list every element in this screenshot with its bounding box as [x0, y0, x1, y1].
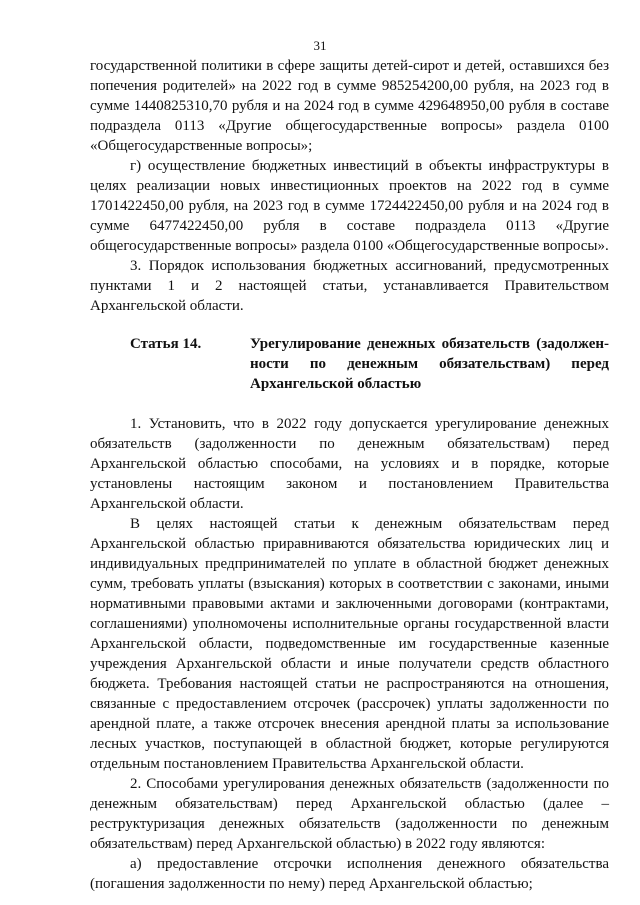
paragraph-definition: В целях настоящей статьи к денежным обязательствам перед Архангельской областью приравниваются обязательства юридических лиц и индивидуальных предпринимателей по уплате в областной бюджет денежных сумм, требовать уплаты (взыскания) которых в соответствии с законами, иными нормативными правовыми актами и заключенными договорами (контрактами, соглашениями) уполномочены исполнительные органы государственной власти Архангельской области, подведомственные им государственные казенные учреждения Архангельской области и иные получатели средств областного бюджета. Требования настоящей статьи не распространяются на отношения, связанные с предоставлением отсрочек (рассрочек) уплаты задолженности по арендной плате, а также отсрочек внесения арендной платы за использование лесных участков, поступающей в областной бюджет, которые регулируются отдельным постановлением Правительства Архангельской области. — [90, 516, 609, 772]
article-number: Статья 14. — [130, 336, 202, 352]
paragraph-item-1: 1. Установить, что в 2022 году допускается урегулирование денежных обязательств (задолженности по денежным обязательствам) перед Архангельской областью способами, на условиях и в порядке, которые установлены настоящим законом и постановлением Правительства Архангельской области. — [90, 416, 609, 512]
paragraph-item-3: 3. Порядок использования бюджетных ассигнований, предусмотренных пунктами 1 и 2 настоящей статьи, устанавливается Правительством Архангельской области. — [90, 258, 609, 314]
article-title: Урегулирование денежных обязательств (задолжен-ности по денежным обязательствам) перед Архангельской областью — [250, 336, 609, 392]
paragraph-item-a: а) предоставление отсрочки исполнения денежного обязательства (погашения задолженности по нему) перед Архангельской областью; — [90, 856, 609, 892]
paragraph-item-2: 2. Способами урегулирования денежных обязательств (задолженности по денежным обязательствам) перед Архангельской областью (далее – реструктуризация денежных обязательств (задолженности по денежным обязательствам) перед Архангельской областью) в 2022 году являются: — [90, 776, 609, 852]
paragraph-item-g: г) осуществление бюджетных инвестиций в объекты инфраструктуры в целях реализации новых инвестиционных проектов на 2022 год в сумме 1701422450,00 рубля, на 2023 год в сумме 1724422450,00 рубля и на 2024 год в сумме 6477422450,00 рубля в составе подраздела 0113 «Другие общегосударственные вопросы» раздела 0100 «Общегосударственные вопросы». — [90, 158, 609, 254]
document-body — [90, 56, 609, 894]
article-heading — [90, 334, 609, 394]
page-number: 31 — [313, 38, 327, 53]
paragraph-continuation: государственной политики в сфере защиты детей-сирот и детей, оставшихся без попечения родителей» на 2022 год в сумме 985254200,00 рубля, на 2023 год в сумме 1440825310,70 рубля и на 2024 год в сумме 429648950,00 рубля в составе подраздела 0113 «Другие общегосударственные вопросы» раздела 0100 «Общегосударственные вопросы»; — [90, 58, 609, 154]
